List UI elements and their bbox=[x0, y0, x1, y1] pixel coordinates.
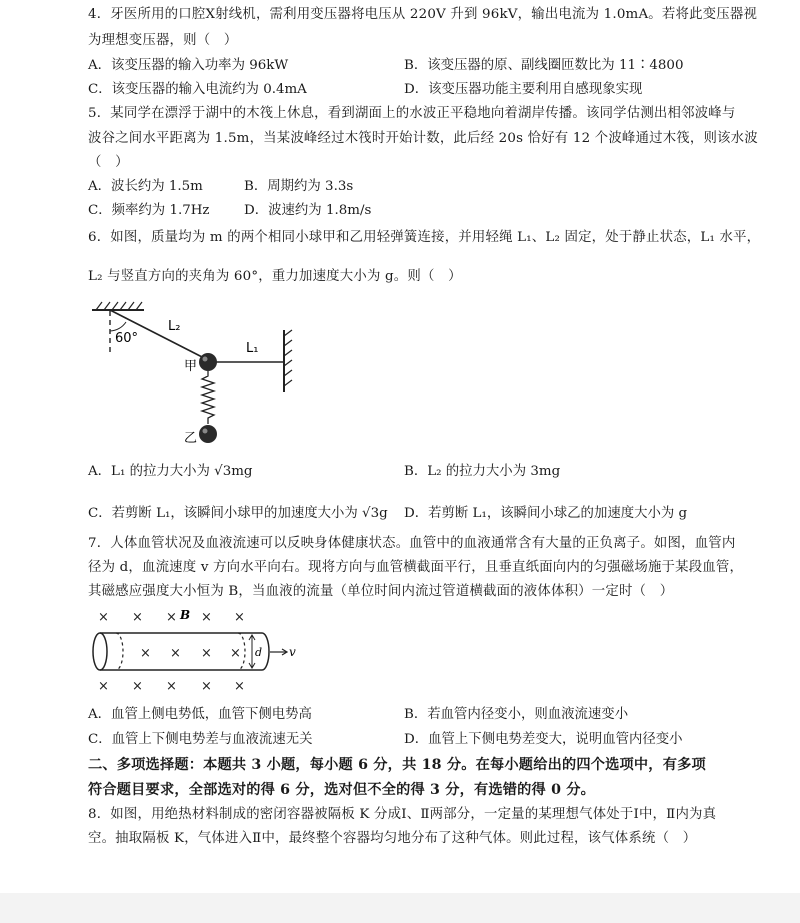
q7-stem-line2: 径为 d，血流速度 v 方向水平向右。现将方向与血管横截面平行，且垂直纸面向内的匀强磁场施于某段血管， bbox=[88, 560, 744, 575]
svg-text:×: × bbox=[132, 610, 143, 625]
q4-stem-line2: 为理想变压器，则（ ） bbox=[88, 33, 238, 48]
svg-text:×: × bbox=[234, 610, 245, 625]
vessel-left-end bbox=[93, 633, 107, 670]
q6-stem-line2: L₂ 与竖直方向的夹角为 60°，重力加速度大小为 g。则（ ） bbox=[88, 269, 462, 284]
svg-text:×: × bbox=[98, 679, 109, 694]
svg-text:×: × bbox=[166, 679, 177, 694]
q8-stem-line1: 8．如图，用绝热材料制成的密闭容器被隔板 K 分成Ⅰ、Ⅱ两部分，一定量的某理想气体处于Ⅰ中，Ⅱ内为真 bbox=[88, 807, 717, 822]
q7-stem-line3: 其磁感应强度大小恒为 B，当血液的流量（单位时间内流过管道横截面的液体体积）一定时（ ） bbox=[88, 584, 674, 599]
q7-stem-line1: 7．人体血管状况及血液流速可以反映身体健康状态。血管中的血液通常含有大量的正负离子。如图，血管内 bbox=[88, 536, 736, 551]
svg-text:×: × bbox=[132, 679, 143, 694]
q5-option-c: C．频率约为 1.7Hz bbox=[88, 203, 210, 218]
angle-label: 60° bbox=[115, 331, 139, 346]
page-bottom-edge bbox=[0, 893, 800, 923]
q7-option-b: B．若血管内径变小，则血液流速变小 bbox=[404, 707, 629, 722]
rope-l1-label: L₁ bbox=[246, 341, 259, 356]
ball-b bbox=[199, 425, 217, 443]
q4-option-d: D．该变压器功能主要利用自感现象实现 bbox=[404, 82, 643, 97]
ball-a-label: 甲 bbox=[184, 359, 198, 374]
velocity-label: v bbox=[289, 645, 296, 659]
spring bbox=[202, 371, 214, 424]
q5-stem-line3: （ ） bbox=[88, 155, 129, 170]
q7-option-c: C．血管上下侧电势差与血液流速无关 bbox=[88, 732, 313, 747]
svg-text:×: × bbox=[140, 646, 151, 661]
wall-hatch bbox=[284, 330, 292, 386]
svg-text:×: × bbox=[201, 610, 212, 625]
field-label: B bbox=[180, 608, 191, 622]
q6-figure-spring-balls bbox=[88, 296, 308, 448]
ball-a bbox=[199, 353, 217, 371]
q6-option-c: C．若剪断 L₁，该瞬间小球甲的加速度大小为 √3g bbox=[88, 506, 388, 521]
vessel-left-section bbox=[116, 633, 123, 670]
angle-arc bbox=[110, 322, 126, 331]
ceiling-hatch bbox=[96, 302, 142, 310]
q7-option-a: A．血管上侧电势低，血管下侧电势高 bbox=[88, 707, 312, 722]
q4-option-c: C．该变压器的输入电流约为 0.4mA bbox=[88, 82, 307, 97]
q6-option-a: A．L₁ 的拉力大小为 √3mg bbox=[88, 464, 253, 479]
svg-text:×: × bbox=[201, 646, 212, 661]
q6-option-b: B．L₂ 的拉力大小为 3mg bbox=[404, 464, 561, 479]
q5-stem-line1: 5．某同学在漂浮于湖中的木筏上休息，看到湖面上的水波正平稳地向着湖岸传播。该同学估测出相邻波峰与 bbox=[88, 106, 736, 121]
q4-option-a: A．该变压器的输入功率为 96kW bbox=[88, 58, 289, 73]
svg-text:×: × bbox=[170, 646, 181, 661]
q7-option-d: D．血管上下侧电势差变大，说明血管内径变小 bbox=[404, 732, 683, 747]
section2-heading-line2: 符合题目要求，全部选对的得 6 分，选对但不全的得 3 分，有选错的得 0 分。 bbox=[88, 782, 596, 798]
q6-option-d: D．若剪断 L₁，该瞬间小球乙的加速度大小为 g bbox=[404, 506, 688, 521]
svg-text:×: × bbox=[234, 679, 245, 694]
q6-stem-line1: 6．如图，质量均为 m 的两个相同小球甲和乙用轻弹簧连接，并用轻绳 L₁、L₂ 固定，处于静止状态，L₁ 水平， bbox=[88, 230, 761, 245]
q4-stem-line1: 4．牙医所用的口腔X射线机，需利用变压器将电压从 220V 升到 96kV，输出电流为 1.0mA。若将此变压器视 bbox=[88, 7, 758, 22]
q4-option-b: B．该变压器的原、副线圈匝数比为 11∶4800 bbox=[404, 58, 684, 73]
q7-figure-blood-vessel bbox=[88, 606, 318, 694]
svg-text:×: × bbox=[166, 610, 177, 625]
vessel-right-end bbox=[262, 633, 269, 670]
svg-text:×: × bbox=[230, 646, 241, 661]
section2-heading-line1: 二、多项选择题：本题共 3 小题，每小题 6 分，共 18 分。在每小题给出的四个选项中，有多项 bbox=[88, 757, 706, 773]
diameter-label: d bbox=[255, 646, 263, 659]
q5-option-d: D．波速约为 1.8m/s bbox=[244, 203, 372, 218]
cross-symbol: × bbox=[98, 610, 109, 625]
svg-text:×: × bbox=[201, 679, 212, 694]
q5-stem-line2: 波谷之间水平距离为 1.5m，当某波峰经过木筏时开始计数，此后经 20s 恰好有 12 个波峰通过木筏，则该水波 bbox=[88, 131, 758, 146]
q5-option-b: B．周期约为 3.3s bbox=[244, 179, 354, 194]
q5-option-a: A．波长约为 1.5m bbox=[88, 179, 203, 194]
magnetic-field-crosses bbox=[98, 610, 245, 694]
q8-stem-line2: 空。抽取隔板 K，气体进入Ⅱ中，最终整个容器均匀地分布了这种气体。则此过程，该气体系统（ ） bbox=[88, 831, 697, 846]
rope-l2-label: L₂ bbox=[168, 319, 181, 334]
ball-b-label: 乙 bbox=[184, 431, 198, 446]
